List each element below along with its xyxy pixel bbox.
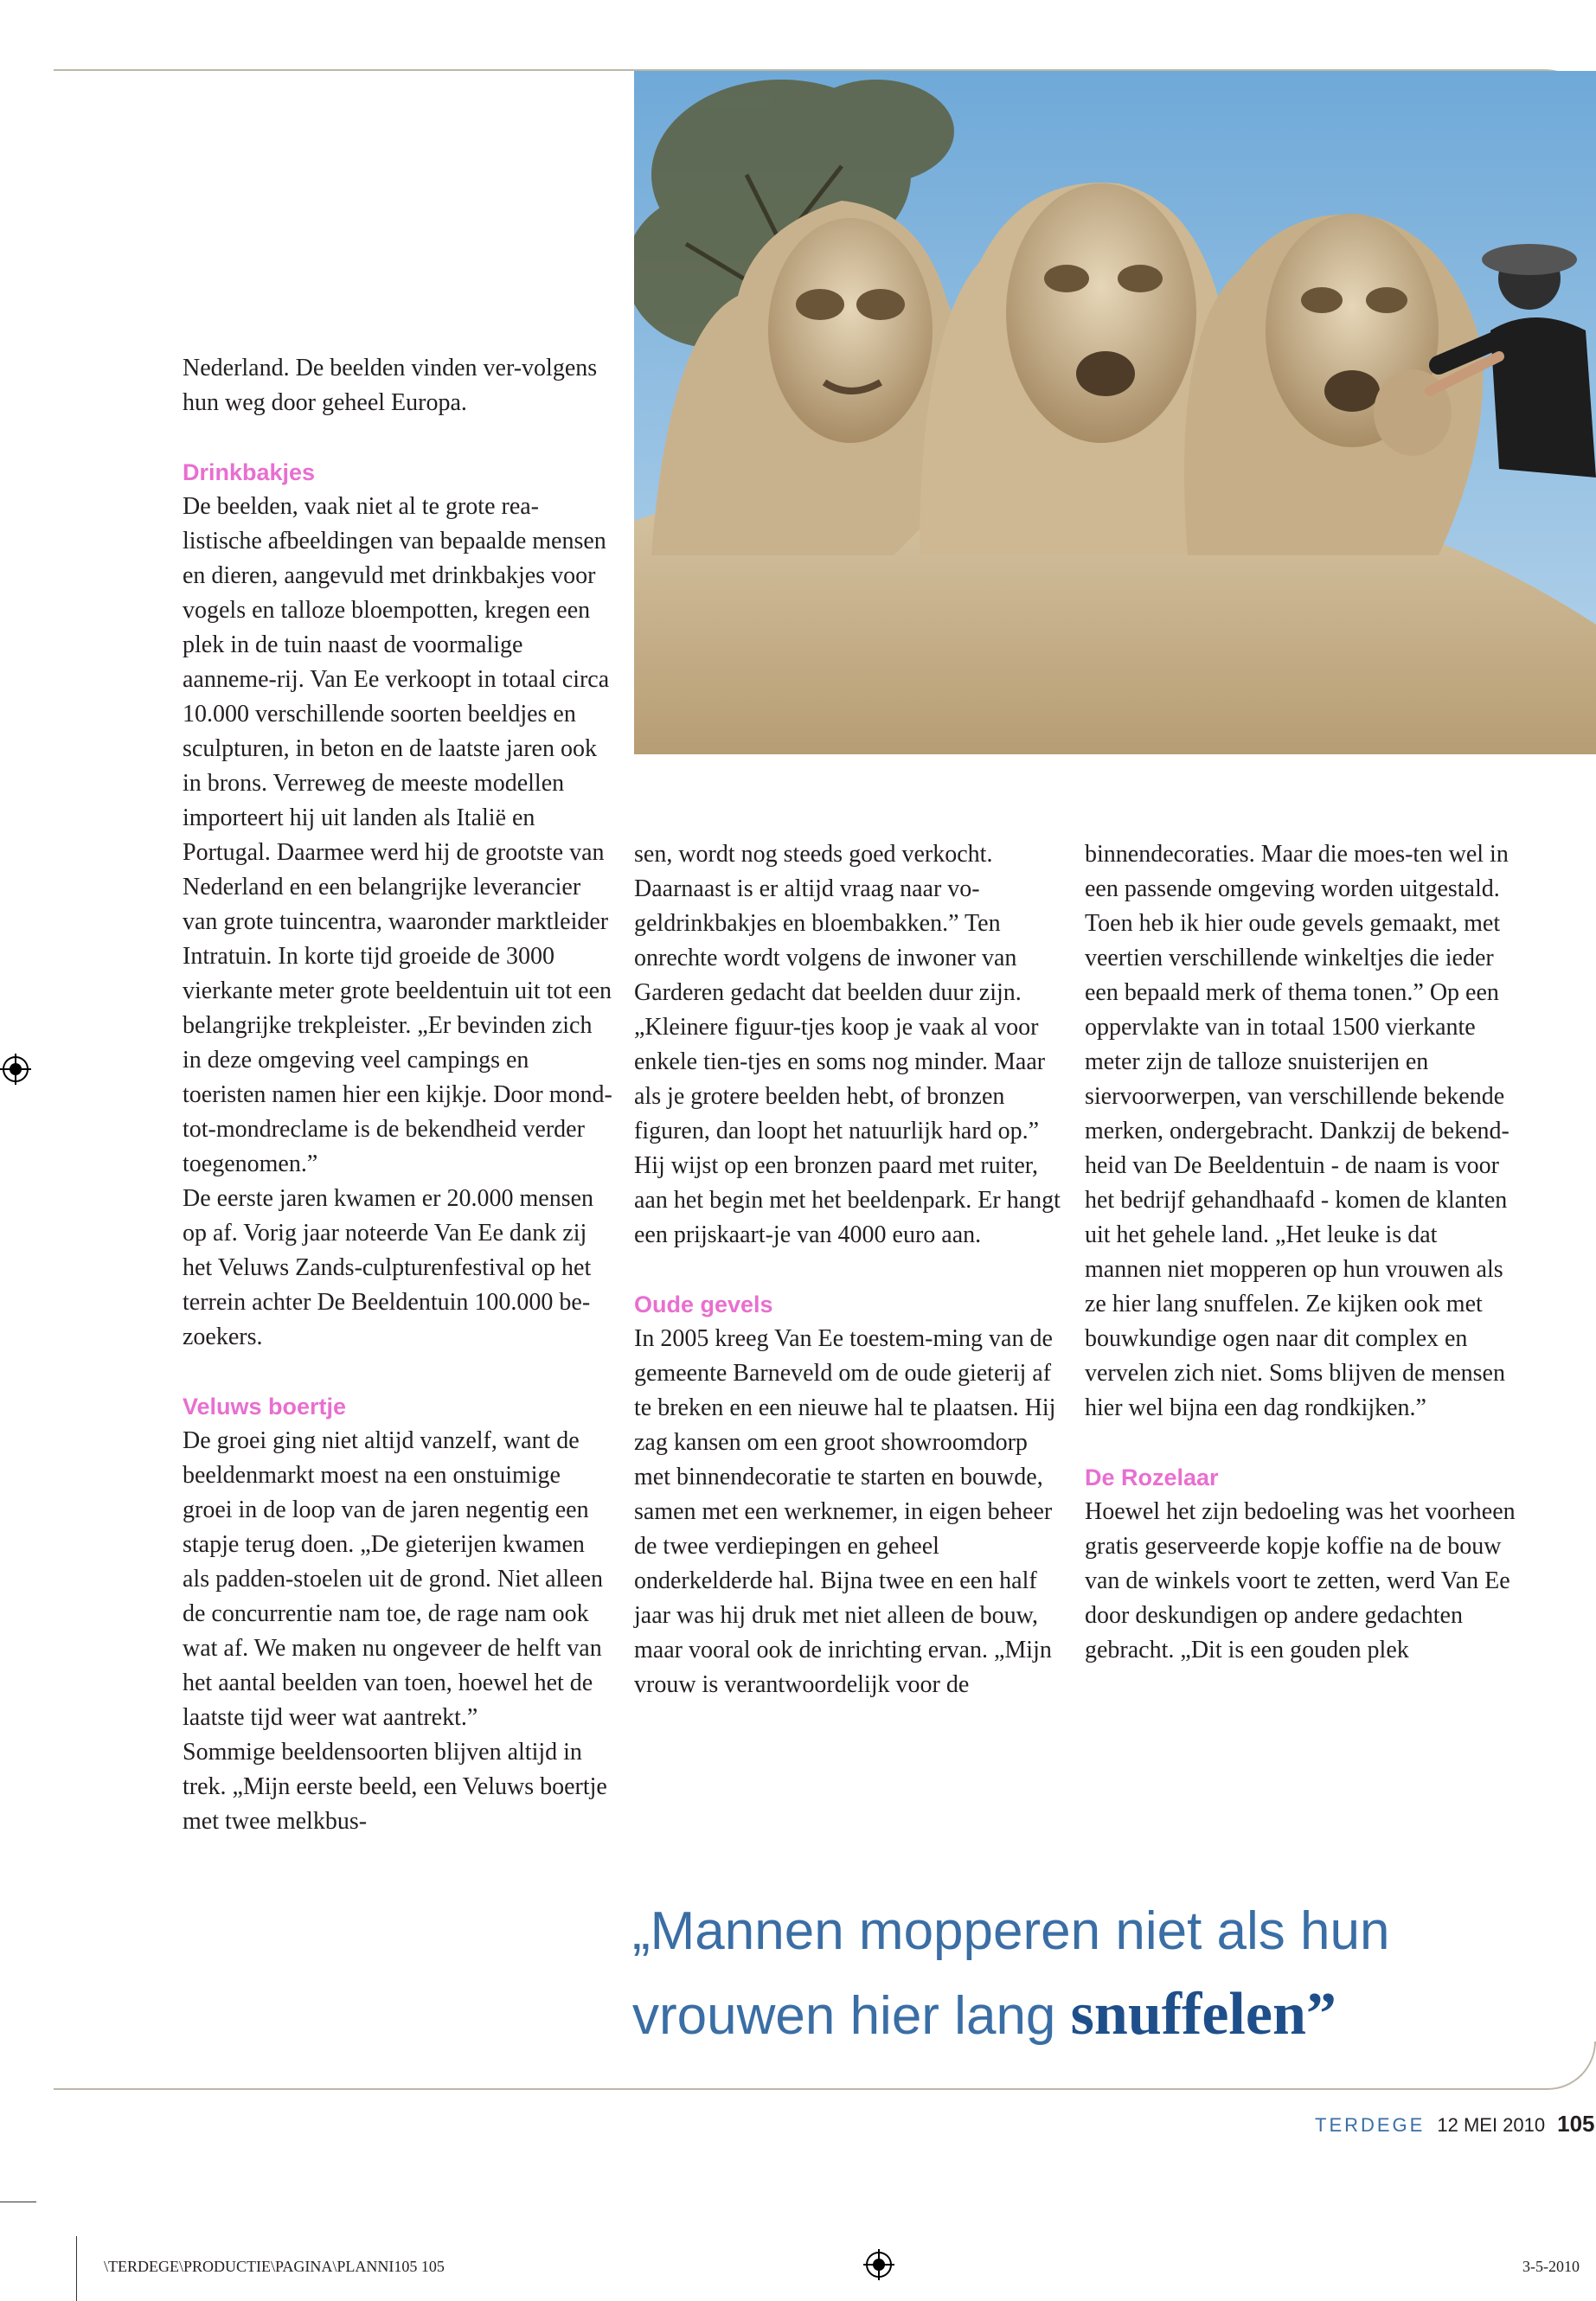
column-1-intro: Nederland. De beelden vinden ver-volgens hun weg door geheel Europa. xyxy=(183,355,598,416)
article-column-3 xyxy=(1085,837,1517,1668)
column-1-paragraph: De eerste jaren kwamen er 20.000 mensen op af. Vorig jaar noteerde Van Ee dank zij het Veluws Zands-culpturenfestival op het terrein achter De Beeldentuin 100.000 be-zoekers. xyxy=(183,1185,594,1350)
registration-mark-icon xyxy=(863,2249,894,2280)
heading-oude-gevels: Oude gevels xyxy=(634,1292,773,1317)
print-date: 3-5-2010 xyxy=(1522,2258,1580,2275)
page-footer xyxy=(1315,2111,1596,2138)
print-slug: \TERDEGE\PRODUCTIE\PAGINA\PLANNI105 105 xyxy=(104,2258,445,2275)
column-1-paragraph: De beelden, vaak niet al te grote rea-listische afbeeldingen van bepaalde mensen en dieren, aangevuld met drinkbakjes voor vogels en talloze bloempotten, kregen een plek in de tuin naast de voormalige aanneme-rij. Van Ee verkoopt in totaal circa 10.000 verschillende soorten beeldjes en sculpturen, in beton en de laatste jaren ook in brons. Verreweg de meeste modellen importeert hij uit landen als Italië en Portugal. Daarmee werd hij de grootste van Nederland en een belangrijke leverancier van grote tuincentra, waaronder marktleider Intratuin. In korte tijd groeide de 3000 vierkante meter grote beeldentuin uit tot een belangrijke trekpleister. „Er bevinden zich in deze omgeving veel campings en toeristen namen hier een kijkje. Door mond-tot-mondreclame is de bekendheid verder toegenomen.” xyxy=(183,493,612,1177)
pull-quote-emphasis: snuffelen” xyxy=(1070,1981,1336,2048)
column-3-paragraph: Hoewel het zijn bedoeling was het voorheen gratis geserveerde kopje koffie na de bouw van de winkels voort te zetten, werd Van Ee door deskundigen op andere gedachten gebracht. „Dit is een gouden plek xyxy=(1085,1498,1516,1663)
pull-quote-line-1: „Mannen mopperen niet als hun xyxy=(632,1901,1390,1961)
heading-de-rozelaar: De Rozelaar xyxy=(1085,1465,1219,1490)
page-frame-corner-bottom xyxy=(1542,2041,1596,2090)
column-1-paragraph: Sommige beeldensoorten blijven altijd in trek. „Mijn eerste beeld, een Veluws boertje met twee melkbus- xyxy=(183,1739,607,1835)
issue-date: 12 MEI 2010 xyxy=(1437,2114,1546,2136)
page-number: 105 xyxy=(1557,2111,1595,2137)
heading-drinkbakjes: Drinkbakjes xyxy=(183,459,316,485)
column-1-paragraph: De groei ging niet altijd vanzelf, want de beeldenmarkt moest na een onstuimige groei in de loop van de jaren negentig een stapje terug doen. „De gieterijen kwamen als padden-stoelen uit de grond. Niet alleen de concurrentie nam toe, de rage nam ook wat af. We maken nu ongeveer de helft van het aantal beelden van toen, hoewel het de laatste tijd weer wat aantrekt.” xyxy=(183,1427,603,1731)
heading-veluws-boertje: Veluws boertje xyxy=(183,1394,347,1420)
pull-quote-line-2 xyxy=(632,1973,1497,2058)
sand-sculpture-photo xyxy=(634,71,1596,754)
column-2-paragraph: In 2005 kreeg Van Ee toestem-ming van de gemeente Barneveld om de oude gieterij af te breken en een nieuwe hal te plaatsen. Hij zag kansen om een groot showroomdorp met binnendecoratie te starten en bouwde, samen met een werknemer, in eigen beheer de twee verdiepingen en geheel onderkelderde hal. Bijna twee en een half jaar was hij druk met niet alleen de bouw, maar vooral ook de inrichting ervan. „Mijn vrouw is verantwoordelijk voor de xyxy=(634,1325,1056,1698)
article-column-1 xyxy=(183,351,615,1839)
sand-sculpture-illustration xyxy=(634,71,1596,754)
pull-quote xyxy=(632,1890,1497,2058)
column-3-paragraph: binnendecoraties. Maar die moes-ten wel in een passende omgeving worden uitgestald. Toen heb ik hier oude gevels gemaakt, met veertien verschillende winkeltjes die ieder een bepaald merk of thema tonen.” Op een oppervlakte van in totaal 1500 vierkante meter zijn de talloze snuisterijen en siervoorwerpen, van verschillende bekende merken, ondergebracht. Dankzij de bekend-heid van De Beeldentuin - de naam is voor het bedrijf gehandhaafd - komen de klanten uit het gehele land. „Het leuke is dat mannen niet mopperen op hun vrouwen als ze hier lang snuffelen. Ze kijken ook met bouwkundige ogen naar dit complex en vervelen zich niet. Soms blijven de mensen hier wel bijna een dag rondkijken.” xyxy=(1085,841,1509,1421)
article-column-2 xyxy=(634,837,1067,1702)
page-frame-bottom xyxy=(54,2088,1542,2090)
pull-quote-line-2-text: vrouwen hier lang xyxy=(632,1986,1071,2046)
crop-mark xyxy=(76,2236,77,2301)
registration-mark-icon xyxy=(0,1054,31,1085)
column-2-paragraph: sen, wordt nog steeds goed verkocht. Daarnaast is er altijd vraag naar vo-geldrinkbakjes en bloembakken.” Ten onrechte wordt volgens de inwoner van Garderen gedacht dat beelden duur zijn. „Kleinere figuur-tjes koop je vaak al voor enkele tien-tjes en soms nog minder. Maar als je grotere beelden hebt, of bronzen figuren, dan loopt het natuurlijk hard op.” Hij wijst op een bronzen paard met ruiter, aan het begin met het beeldenpark. Er hangt een prijskaart-je van 4000 euro aan. xyxy=(634,841,1061,1248)
magazine-name: TERDEGE xyxy=(1315,2114,1426,2136)
